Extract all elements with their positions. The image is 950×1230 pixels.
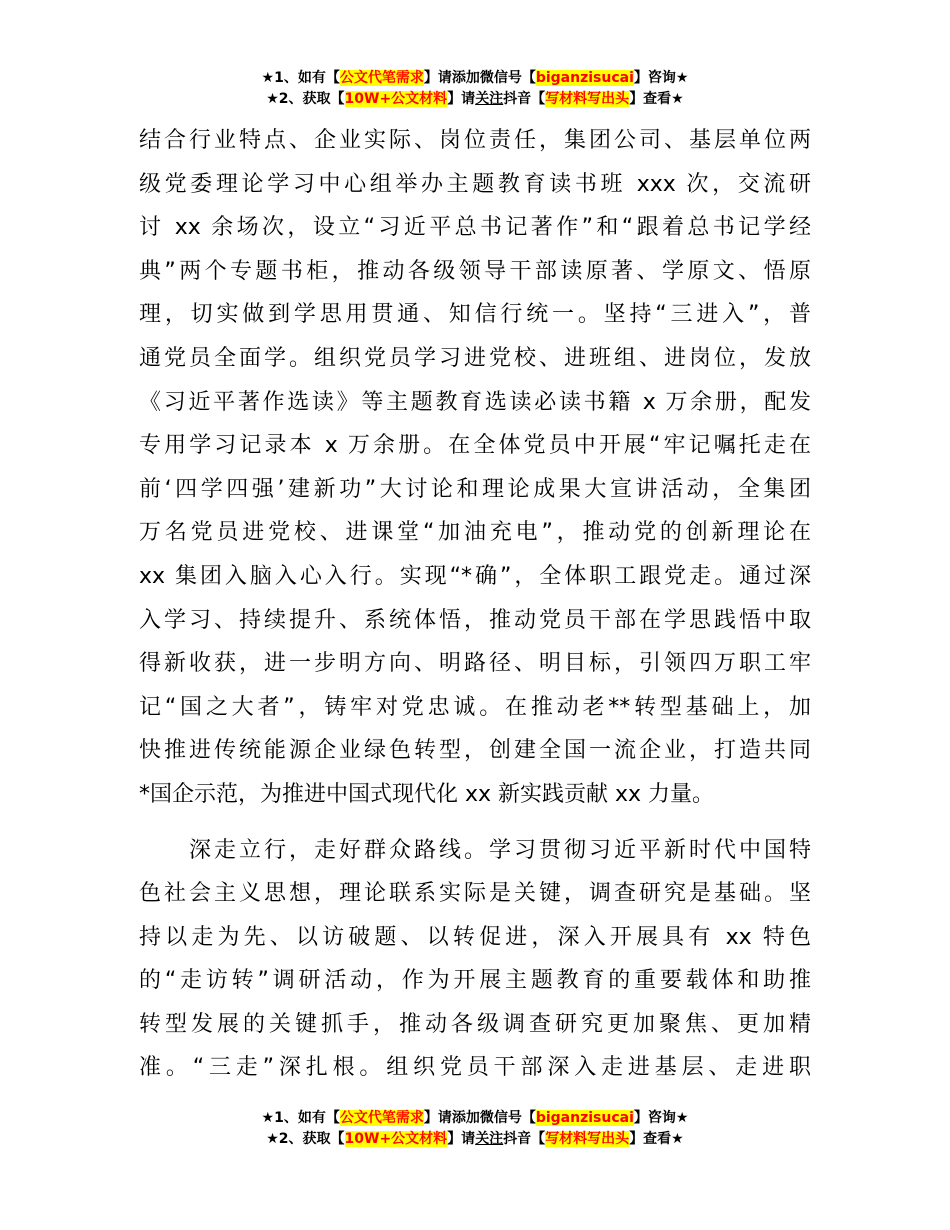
banner-highlight-wechat: biganzisucai [535,70,634,86]
text-line: 通党员全面学。组织党员学习进党校、进班组、进岗位，发放 [139,345,811,371]
text-line: 的“走访转”调研活动，作为开展主题教育的重要载体和助推 [139,968,811,994]
text-line: 典”两个专题书柜，推动各级领导干部读原著、学原文、悟原 [139,258,811,284]
text-line: *国企示范，为推进中国式现代化 xx 新实践贡献 xx 力量。 [139,781,715,807]
text-line: 万名党员进党校、进课堂“加油充电”，推动党的创新理论在 [139,520,811,546]
text-line: 前‘四学四强’建新功”大讨论和理论成果大宣讲活动，全集团 [139,476,811,502]
text-line: 理，切实做到学思用贯通、知信行统一。坚持“三进入”，普 [139,302,811,328]
banner-text: 】咨询★ [633,70,689,86]
text-line: 《习近平著作选读》等主题教育选读必读书籍 x 万余册，配发 [139,389,811,415]
banner-text: 微信号【 [479,70,536,86]
text-line: 准。“三走”深扎根。组织党员干部深入走进基层、走进职 [139,1055,811,1081]
banner-text-underlined: 关注 [475,91,504,107]
banner-text: 抖音【 [503,91,546,107]
banner-text: 】请 [447,1131,476,1147]
footer-banner-line-2 [0,1129,950,1150]
banner-text: 微信号【 [479,1110,536,1126]
text-line: 级党委理论学习中心组举办主题教育读书班 xxx 次，交流研 [139,171,811,197]
footer-banner [0,1108,950,1150]
text-line: 结合行业特点、企业实际、岗位责任，集团公司、基层单位两 [139,128,811,153]
text-line: 得新收获，进一步明方向、明路径、明目标，引领四万职工牢 [139,651,811,677]
banner-text: 加 [465,70,480,86]
banner-text: 】请 [447,91,476,107]
banner-text: ★1、如有【 [261,70,340,86]
header-banner-line-2 [0,89,950,110]
banner-highlight: 10W+公文材料 [344,1131,448,1147]
banner-text: 】查看★ [629,91,684,107]
banner-text: 】咨询★ [633,1110,689,1126]
banner-text: 】查看★ [629,1131,684,1147]
banner-highlight-wechat: biganzisucai [535,1110,634,1126]
banner-highlight: 公文代笔需求 [339,70,424,86]
text-line: 入学习、持续提升、系统体悟，推动党员干部在学思践悟中取 [139,607,811,633]
banner-highlight: 公文代笔需求 [339,1110,424,1126]
banner-highlight: 写材料写出头 [545,91,630,107]
text-line: 转型发展的关键抓手，推动各级调查研究更加聚焦、更加精 [139,1011,811,1037]
banner-text: 】请添 [423,70,466,86]
text-line: 讨 xx 余场次，设立“习近平总书记著作”和“跟着总书记学经 [139,215,811,241]
document-body [139,119,811,1090]
banner-text: 加 [465,1110,480,1126]
text-line: 深走立行，走好群众路线。学习贯彻习近平新时代中国特 [139,837,811,863]
banner-highlight: 写材料写出头 [545,1131,630,1147]
banner-text-underlined: 关注 [475,1131,504,1147]
banner-text: ★1、如有【 [261,1110,340,1126]
header-banner [0,68,950,110]
banner-text: ★2、获取【 [266,91,345,107]
banner-text: 抖音【 [503,1131,546,1147]
paragraph-1 [139,119,811,817]
text-line: 快推进传统能源企业绿色转型，创建全国一流企业，打造共同 [139,738,811,764]
text-line: 色社会主义思想，理论联系实际是关键，调查研究是基础。坚 [139,881,811,907]
paragraph-2 [139,829,811,1091]
banner-text: 】请添 [423,1110,466,1126]
text-line: xx 集团入脑入心入行。实现“*确”，全体职工跟党走。通过深 [139,563,811,589]
banner-highlight: 10W+公文材料 [344,91,448,107]
text-line: 持以走为先、以访破题、以转促进，深入开展具有 xx 特色 [139,924,811,950]
header-banner-line-1 [0,68,950,89]
text-line: 记“国之大者”，铸牢对党忠诚。在推动老**转型基础上，加 [139,694,811,720]
banner-text: ★2、获取【 [266,1131,345,1147]
text-line: 专用学习记录本 x 万余册。在全体党员中开展“牢记嘱托走在 [139,433,811,459]
footer-banner-line-1 [0,1108,950,1129]
